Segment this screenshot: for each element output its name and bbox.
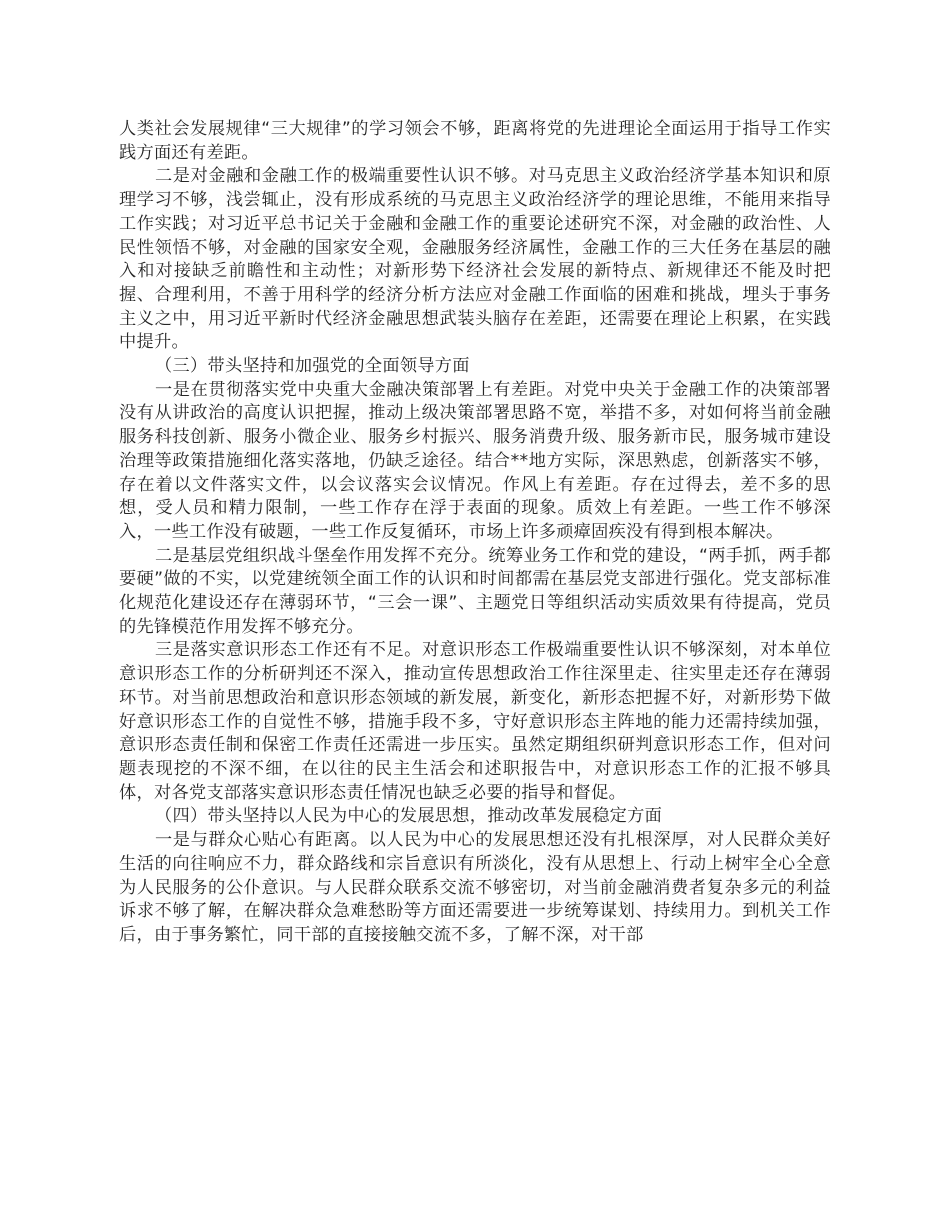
section-heading-3: （三）带头坚持和加强党的全面领导方面 — [155, 356, 470, 377]
paragraph-finance-understanding: 二是对金融和金融工作的极端重要性认识不够。对马克思主义政治经济学基本知识和原理学习不够，浅尝辄止，没有形成系统的马克思主义政治经济学的理论思维，不能用来指导工作实践；对习近平总书记关于金融和金融工作的重要论述研究不深，对金融的政治性、人民性领悟不够，对金融的国家安全观，金融服务经济属性，金融工作的三大任务在基层的融入和对接缺乏前瞻性和主动性；对新形势下经济社会发展的新特点、新规律还不能及时把握、合理利用，不善于用科学的经济分析方法应对金融工作面临的困难和挑战，埋头于事务主义之中，用习近平新时代经济金融思想武装头脑存在差距，还需要在理论上积累，在实践中提升。 — [119, 166, 831, 353]
paragraph-policy-implementation: 一是在贯彻落实党中央重大金融决策部署上有差距。对党中央关于金融工作的决策部署没有从讲政治的高度认识把握，推动上级决策部署思路不宽，举措不多，对如何将当前金融服务科技创新、服务小微企业、服务乡村振兴、服务消费升级、服务新市民，服务城市建设治理等政策措施细化落实落地，仍缺乏途径。结合**地方实际，深思熟虑，创新落实不够，存在着以文件落实文件，以会议落实会议情况。作风上有差距。存在过得去，差不多的思想，受人员和精力限制，一些工作存在浮于表面的现象。质效上有差距。一些工作不够深入，一些工作没有破题，一些工作反复循环，市场上许多顽瘴固疾没有得到根本解决。 — [119, 379, 831, 542]
paragraph-party-organization: 二是基层党组织战斗堡垒作用发挥不充分。统筹业务工作和党的建设，“两手抓，两手都要硬”做的不实，以党建统领全面工作的认识和时间都需在基层党支部进行强化。党支部标准化规范化建设还存在薄弱环节，“三会一课”、主题党日等组织活动实质效果有待提高，党员的先锋模范作用发挥不够充分。 — [119, 545, 831, 637]
paragraph-people-centered: 一是与群众心贴心有距离。以人民为中心的发展思想还没有扎根深厚，对人民群众美好生活的向往响应不力，群众路线和宗旨意识有所淡化，没有从思想上、行动上树牢全心全意为人民服务的公仆意识。与人民群众联系交流不够密切，对当前金融消费者复杂多元的利益诉求不够了解，在解决群众急难愁盼等方面还需要进一步统筹谋划、持续用力。到机关工作后，由于事务繁忙，同干部的直接接触交流不多，了解不深，对干部 — [119, 830, 831, 945]
paragraph-continuation: 人类社会发展规律“三大规律”的学习领会不够，距离将党的先进理论全面运用于指导工作实践方面还有差距。 — [119, 119, 831, 163]
document-page — [119, 118, 831, 948]
section-heading-4: （四）带头坚持以人民为中心的发展思想，推动改革发展稳定方面 — [155, 806, 663, 827]
paragraph-ideology-work: 三是落实意识形态工作还有不足。对意识形态工作极端重要性认识不够深刻，对本单位意识形态工作的分析研判还不深入，推动宣传思想政治工作往深里走、往实里走还存在薄弱环节。对当前思想政治和意识形态领域的新发展，新变化，新形态把握不好，对新形势下做好意识形态工作的自觉性不够，措施手段不多，守好意识形态主阵地的能力还需持续加强，意识形态责任制和保密工作责任还需进一步压实。虽然定期组织研判意识形态工作，但对问题表现挖的不深不细，在以往的民主生活会和述职报告中，对意识形态工作的汇报不够具体，对各党支部落实意识形态责任情况也缺乏必要的指导和督促。 — [119, 640, 831, 803]
